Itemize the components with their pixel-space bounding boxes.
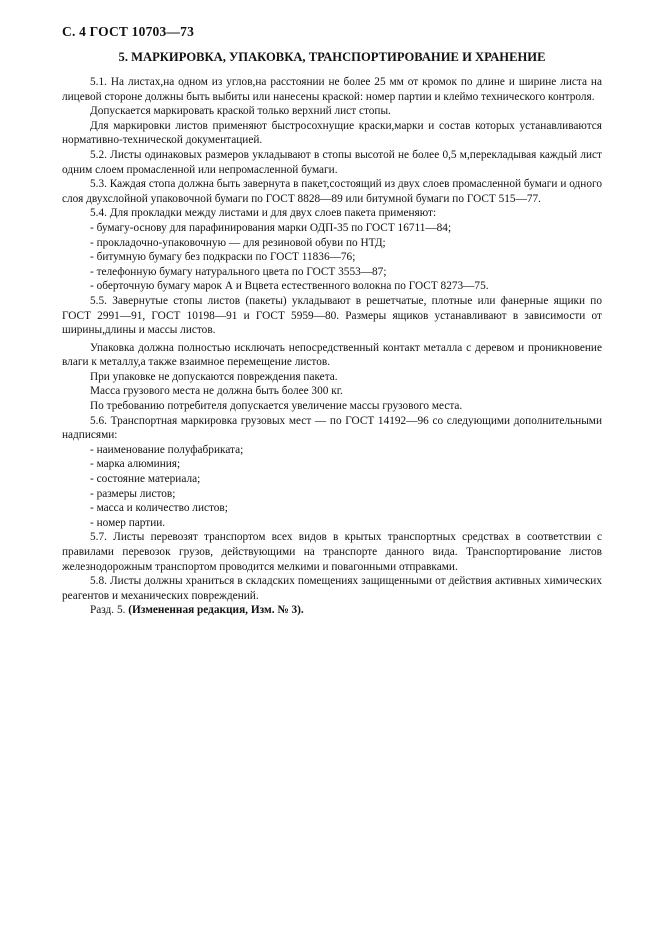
list-item: - прокладочно-упаковочную — для резиновой обуви по НТД;	[90, 236, 386, 249]
list-5-6	[62, 443, 602, 531]
paragraph-5-1-paint: Для маркировки листов применяют быстросохнущие краски,марки и состав которых устанавливаются нормативно-технической документацией.	[62, 119, 602, 147]
amendment-prefix: Разд. 5.	[90, 604, 126, 617]
paragraph-5-5-request: По требованию потребителя допускается увеличение массы грузового места.	[90, 400, 463, 413]
paragraph-5-3: 5.3. Каждая стопа должна быть завернута в пакет,состоящий из двух слоев промасленной бумаги и одного слоя двухслойной упаковочной бумаги по ГОСТ 8828—89 или битумной бумаги по ГОСТ 515—77.	[62, 178, 602, 205]
list-item: - номер партии.	[90, 516, 166, 529]
list-item: - бумагу-основу для парафинирования марки ОДП-35 по ГОСТ 16711—84;	[90, 221, 452, 234]
list-item: - телефонную бумагу натурального цвета по ГОСТ 3553—87;	[90, 265, 387, 278]
paragraph-5-7: 5.7. Листы перевозят транспортом всех видов в крытых транспортных средствах в соответствии с правилами перевозок грузов, действующими на транспорте данного вида. Транспортирование листов железнодорожным транспортом проводится мелкими и повагонными отправками.	[62, 531, 602, 573]
list-5-4	[62, 221, 602, 294]
page-header: С. 4 ГОСТ 10703—73	[62, 24, 195, 39]
list-item: - марка алюминия;	[90, 458, 181, 471]
paragraph-5-1-note: Допускается маркировать краской только верхний лист стопы.	[90, 105, 391, 118]
paragraph-5-5-damage: При упаковке не допускаются повреждения пакета.	[90, 370, 338, 383]
list-item: - битумную бумагу без подкраски по ГОСТ 11836—76;	[90, 251, 356, 264]
paragraph-5-5-mass: Масса грузового места не должна быть более 300 кг.	[90, 385, 343, 398]
section-title: 5. МАРКИРОВКА, УПАКОВКА, ТРАНСПОРТИРОВАНИЕ И ХРАНЕНИЕ	[118, 50, 546, 64]
paragraph-5-5-packing: Упаковка должна полностью исключать непосредственный контакт металла с деревом и проникновение влаги к металлу,а также взаимное перемещение листов.	[62, 341, 602, 369]
paragraph-5-6: 5.6. Транспортная маркировка грузовых мест — по ГОСТ 14192—96 со следующими дополнительными надписями:	[62, 414, 602, 442]
list-item: - наименование полуфабриката;	[90, 443, 244, 456]
list-item: - масса и количество листов;	[90, 502, 228, 515]
paragraph-5-1: 5.1. На листах,на одном из углов,на расстоянии не более 25 мм от кромок по длине и ширине листа на лицевой стороне должны быть выбиты или нанесены краской: номер партии и клеймо технического контроля.	[62, 76, 602, 103]
paragraph-5-5: 5.5. Завернутые стопы листов (пакеты) укладывают в решетчатые, плотные или фанерные ящики по ГОСТ 2991—91, ГОСТ 10198—91 и ГОСТ 5959—80. Размеры ящиков устанавливают в зависимости от ширины,длины и массы листов.	[62, 294, 602, 337]
amendment-note	[62, 603, 602, 618]
paragraph-5-4: 5.4. Для прокладки между листами и для двух слоев пакета применяют:	[90, 207, 437, 220]
list-item: - размеры листов;	[90, 487, 176, 500]
amendment-bold: (Измененная редакция, Изм. № 3).	[128, 604, 304, 617]
paragraph-5-2: 5.2. Листы одинаковых размеров укладывают в стопы высотой не более 0,5 м,перекладывая каждый лист одним слоем промасленной или непромасленной бумаги.	[62, 148, 602, 176]
list-item: - оберточную бумагу марок А и Вцвета естественного волокна по ГОСТ 8273—75.	[90, 280, 489, 293]
document-body	[62, 75, 602, 618]
list-item: - состояние материала;	[90, 473, 201, 486]
paragraph-5-8: 5.8. Листы должны храниться в складских помещениях защищенными от действия активных химических реагентов и механических повреждений.	[62, 575, 602, 602]
